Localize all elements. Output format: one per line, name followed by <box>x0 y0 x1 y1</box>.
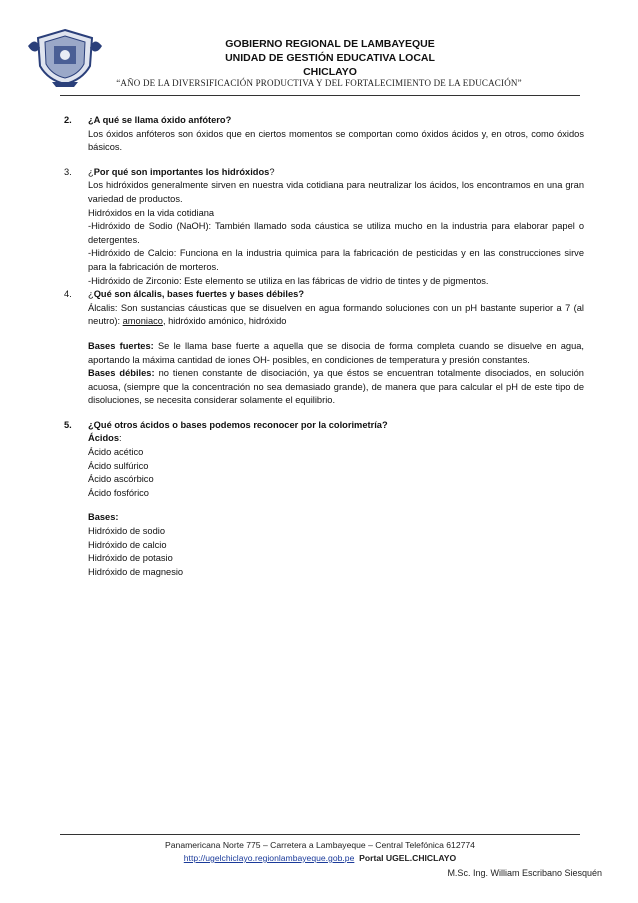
base-item: Hidróxido de calcio <box>88 539 167 550</box>
alcalis-sep: , <box>162 316 169 327</box>
question-3-number: 3. <box>64 166 72 177</box>
question-4-alcalis <box>88 302 584 329</box>
base-item: Hidróxido de potasio <box>88 553 173 564</box>
bases-fuertes-label: Bases fuertes: <box>88 340 154 351</box>
header-line-3: CHICLAYO <box>303 66 357 78</box>
question-2-number: 2. <box>64 115 72 125</box>
header-rule <box>60 95 580 96</box>
acid-item: Ácido acético <box>88 447 144 458</box>
ugel-website-link[interactable]: http://ugelchiclayo.regionlambayeque.gob.pe <box>183 853 355 863</box>
question-3-title: Por qué son importantes los hidróxidos <box>93 166 270 177</box>
base-item: Hidróxido de magnesio <box>88 566 184 577</box>
footer-rule <box>60 834 580 835</box>
acid-item: Ácido fosfórico <box>88 487 149 498</box>
question-4-title: Qué son álcalis, bases fuertes y bases débiles? <box>93 289 304 300</box>
question-4-number: 4. <box>64 289 72 300</box>
question-3-prefix: ¿ <box>88 166 94 177</box>
question-3-suffix: ? <box>269 166 275 177</box>
question-4 <box>64 288 584 408</box>
alcalis-end: , hidróxido <box>243 316 287 327</box>
footer-address: Panamericana Norte 775 – Carretera a Lambayeque – Central Telefónica 612774 <box>165 840 475 850</box>
footer-portal: Portal UGEL.CHICLAYO <box>359 853 457 863</box>
header-motto: “AÑO DE LA DIVERSIFICACIÓN PRODUCTIVA Y DEL FORTALECIMIENTO DE LA EDUCACIÓN” <box>116 78 522 88</box>
alcalis-text: : Son sustancias cáusticas que se disuelven en agua formando soluciones con un pH bastante superior a 7 (al neutro): <box>88 302 584 327</box>
question-5-title: ¿Qué otros ácidos o bases podemos reconocer por la colorimetría? <box>88 419 388 430</box>
amoniaco-link: amoniaco <box>122 316 163 327</box>
bases-debiles-paragraph <box>88 367 584 408</box>
bases-debiles-text: no tienen constante de disociación, ya que éstos se encuentran totalmente disociados, en solución acuosa, (siempre que la concentración no sea demasiado grande), de manera que para calcular el pH de este tipo de disoluciones, se necesita considerar solamente el equilibrio. <box>88 368 584 406</box>
question-3-line-2: Hidróxidos en la vida cotidiana <box>88 207 215 218</box>
question-2-title: ¿A qué se llama óxido anfótero? <box>88 115 232 125</box>
header-line-1: GOBIERNO REGIONAL DE LAMBAYEQUE <box>225 38 435 50</box>
question-2-answer: Los óxidos anfóteros son óxidos que en ciertos momentos se comportan como óxidos ácidos y, en otros, como óxidos básicos. <box>88 128 584 153</box>
bases-label: Bases: <box>88 512 119 523</box>
footer-links <box>60 853 580 863</box>
question-4-prefix: ¿ <box>88 289 94 300</box>
bases-fuertes-text: Se le llama base fuerte a aquella que se disocia de forma completa cuando se disuelve en agua, aportando la máxima cantidad de iones OH- posibles, en condiciones de temperatura y presión constantes. <box>88 340 584 365</box>
question-3-line-4: -Hidróxido de Calcio: Funciona en la industria quimica para la fabricación de pesticidas y en las construcciones sirve para la fabricación de morteros. <box>88 248 584 272</box>
question-3 <box>64 166 584 288</box>
acid-item: Ácido ascórbico <box>88 474 154 485</box>
author-name: M.Sc. Ing. William Escribano Siesquén <box>447 868 602 878</box>
bases-fuertes-paragraph <box>88 340 584 367</box>
question-5 <box>64 419 584 580</box>
acids-label: Ácidos <box>88 433 119 444</box>
question-3-line-5: -Hidróxido de Zirconio: Este elemento se utiliza en las fábricas de vidrio de tintes y de pigmentos. <box>88 275 489 286</box>
acid-item: Ácido sulfúrico <box>88 460 149 471</box>
bases-debiles-label: Bases débiles: <box>88 368 155 379</box>
question-5-number: 5. <box>64 419 72 430</box>
question-3-line-1: Los hidróxidos generalmente sirven en nuestra vida cotidiana para neutralizar los ácidos, los encontramos en una gran variedad de productos. <box>88 180 584 204</box>
hidroxido-amonico: hidróxido amónico <box>168 316 244 327</box>
question-3-line-3: -Hidróxido de Sodio (NaOH): También llamado soda cáustica se utiliza mucho en la industria para elaborar papel o detergentes. <box>88 221 584 245</box>
base-item: Hidróxido de sodio <box>88 526 166 537</box>
alcalis-label: Álcalis <box>88 302 115 313</box>
question-2 <box>64 114 584 155</box>
acids-colon: : <box>119 433 122 444</box>
header-line-2: UNIDAD DE GESTIÓN EDUCATIVA LOCAL <box>225 52 435 64</box>
document-body <box>64 114 584 579</box>
